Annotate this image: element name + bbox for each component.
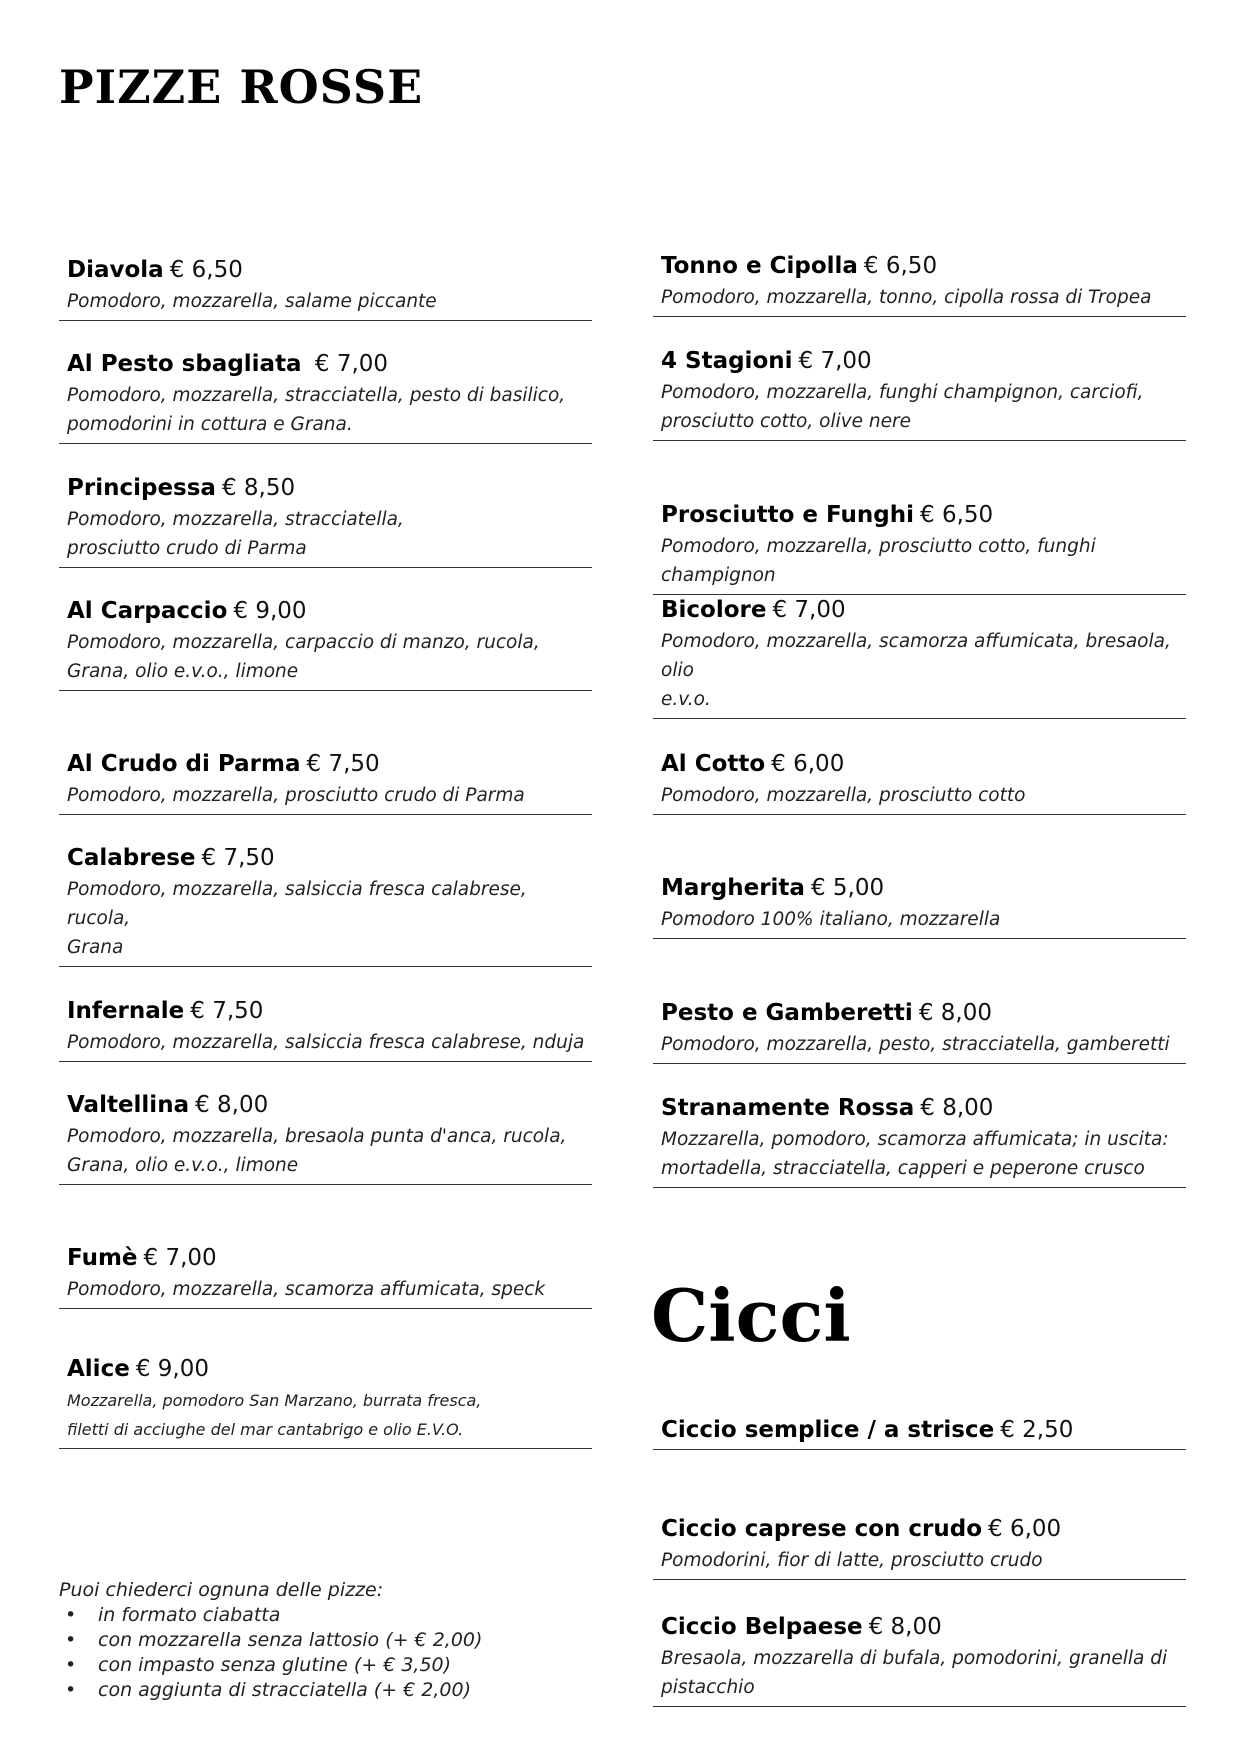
item-name: Diavola — [67, 257, 164, 283]
pizza-options-note — [59, 1578, 579, 1703]
option-item: • in formato ciabatta — [59, 1603, 579, 1628]
item-price: € 8,00 — [195, 1092, 269, 1118]
menu-item — [59, 1354, 592, 1449]
menu-item — [653, 500, 1186, 595]
menu-item — [59, 473, 592, 568]
item-name: Bicolore — [661, 597, 767, 623]
item-description: Pomodorini, fior di latte, prosciutto crudo — [661, 1550, 1043, 1571]
item-description: Pomodoro, mozzarella, stracciatella, pesto di basilico, pomodorini in cottura e Grana. — [67, 385, 566, 435]
item-description: Pomodoro, mozzarella, prosciutto cotto — [661, 785, 1026, 806]
item-name: Al Crudo di Parma — [67, 751, 301, 777]
item-name: Fumè — [67, 1245, 138, 1271]
item-name: Al Carpaccio — [67, 598, 228, 624]
menu-item — [59, 1090, 592, 1185]
item-description: Mozzarella, pomodoro San Marzano, burrata fresca, filetti di acciughe del mar cantabrigo e olio E.V.O. — [67, 1391, 482, 1439]
item-name: 4 Stagioni — [661, 348, 793, 374]
page-title: PIZZE ROSSE — [59, 60, 424, 114]
option-item: • con impasto senza glutine (+ € 3,50) — [59, 1653, 579, 1678]
menu-item — [59, 255, 592, 321]
menu-item — [653, 595, 1186, 719]
item-description: Pomodoro, mozzarella, prosciutto crudo di Parma — [67, 785, 525, 806]
options-list — [59, 1603, 579, 1703]
item-name: Alice — [67, 1356, 130, 1382]
menu-item — [653, 1415, 1186, 1450]
menu-item — [653, 873, 1186, 939]
item-price: € 2,50 — [1000, 1417, 1074, 1443]
option-item: • con mozzarella senza lattosio (+ € 2,00) — [59, 1628, 579, 1653]
item-description: Pomodoro, mozzarella, tonno, cipolla rossa di Tropea — [661, 287, 1152, 308]
menu-item — [653, 749, 1186, 815]
item-price: € 9,00 — [233, 598, 307, 624]
item-price: € 6,50 — [169, 257, 243, 283]
menu-item — [59, 349, 592, 444]
item-name: Pesto e Gamberetti — [661, 1000, 913, 1026]
menu-item — [59, 596, 592, 691]
item-price: € 7,00 — [772, 597, 846, 623]
item-description: Pomodoro 100% italiano, mozzarella — [661, 909, 1001, 930]
item-description: Pomodoro, mozzarella, scamorza affumicata, speck — [67, 1279, 546, 1300]
item-name: Margherita — [661, 875, 805, 901]
menu-item — [59, 1243, 592, 1309]
menu-item — [59, 996, 592, 1062]
item-name: Valtellina — [67, 1092, 190, 1118]
item-price: € 7,50 — [201, 845, 275, 871]
item-description: Pomodoro, mozzarella, bresaola punta d'anca, rucola, Grana, olio e.v.o., limone — [67, 1126, 567, 1176]
item-price: € 8,00 — [920, 1095, 994, 1121]
item-description: Pomodoro, mozzarella, carpaccio di manzo, rucola, Grana, olio e.v.o., limone — [67, 632, 540, 682]
item-name: Infernale — [67, 998, 185, 1024]
item-description: Pomodoro, mozzarella, pesto, stracciatella, gamberetti — [661, 1034, 1170, 1055]
menu-item — [653, 1514, 1186, 1580]
item-name: Stranamente Rossa — [661, 1095, 915, 1121]
notes-intro: Puoi chiederci ognuna delle pizze: — [59, 1579, 384, 1601]
item-name: Calabrese — [67, 845, 196, 871]
item-description: Pomodoro, mozzarella, salame piccante — [67, 291, 437, 312]
menu-item — [653, 1612, 1186, 1707]
item-price: € 8,00 — [918, 1000, 992, 1026]
item-name: Al Cotto — [661, 751, 766, 777]
item-description: Pomodoro, mozzarella, salsiccia fresca calabrese, nduja — [67, 1032, 585, 1053]
section-title-cicci: Cicci — [651, 1273, 851, 1358]
item-price: € 8,00 — [868, 1614, 942, 1640]
menu-item — [59, 843, 592, 967]
item-description: Pomodoro, mozzarella, salsiccia fresca calabrese, rucola, Grana — [67, 879, 527, 958]
item-price: € 6,00 — [771, 751, 845, 777]
menu-item — [653, 1093, 1186, 1188]
item-price: € 8,50 — [221, 475, 296, 501]
menu-item — [653, 998, 1186, 1064]
item-description: Pomodoro, mozzarella, stracciatella, prosciutto crudo di Parma — [67, 509, 404, 559]
item-description: Pomodoro, mozzarella, prosciutto cotto, funghi champignon — [661, 536, 1096, 586]
item-price: € 6,50 — [920, 502, 994, 528]
item-price: € 6,00 — [988, 1516, 1062, 1542]
item-price: € 7,00 — [143, 1245, 217, 1271]
item-price: € 7,00 — [307, 351, 389, 377]
option-item: • con aggiunta di stracciatella (+ € 2,00) — [59, 1678, 579, 1703]
item-name: Principessa — [67, 475, 216, 501]
item-name: Prosciutto e Funghi — [661, 502, 915, 528]
item-price: € 7,50 — [306, 751, 380, 777]
item-name: Ciccio Belpaese — [661, 1614, 863, 1640]
item-description: Pomodoro, mozzarella, scamorza affumicata, bresaola, olio e.v.o. — [661, 631, 1171, 710]
item-price: € 6,50 — [863, 253, 938, 279]
item-price: € 9,00 — [135, 1356, 209, 1382]
item-description: Mozzarella, pomodoro, scamorza affumicata; in uscita: mortadella, stracciatella, capperi e peperone crusco — [661, 1129, 1169, 1179]
item-description: Pomodoro, mozzarella, funghi champignon, carciofi, prosciutto cotto, olive nere — [661, 382, 1144, 432]
menu-item — [59, 749, 592, 815]
item-name: Tonno e Cipolla — [661, 253, 858, 279]
item-price: € 5,00 — [810, 875, 885, 901]
item-name: Ciccio semplice / a strisce — [661, 1417, 995, 1443]
menu-item — [653, 251, 1186, 317]
item-name: Ciccio caprese con crudo — [661, 1516, 983, 1542]
menu-item — [653, 346, 1186, 441]
item-description: Bresaola, mozzarella di bufala, pomodorini, granella di pistacchio — [661, 1648, 1168, 1698]
item-price: € 7,00 — [798, 348, 872, 374]
item-name: Al Pesto sbagliata — [67, 351, 302, 377]
item-price: € 7,50 — [190, 998, 264, 1024]
